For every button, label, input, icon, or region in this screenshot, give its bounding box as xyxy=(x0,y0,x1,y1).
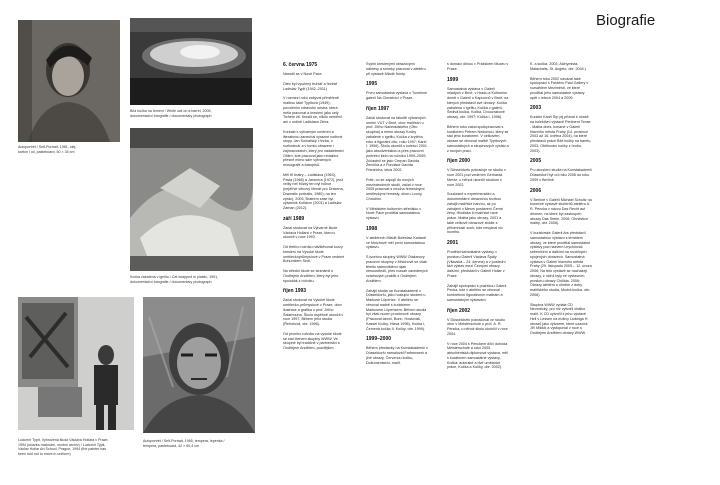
bio-paragraph: Po ukončení studia na Kunstakademii Düsseldorf byl od roku 2006 do roku 2009 v Berlíně. xyxy=(530,168,592,182)
bio-paragraph: Kurátor Karel Srp jej přizval k účasti na kolektivní výstavě Pertinent Tense - Malba dnes, konané v Galerii hlavního města Prahy (14. prosince 2003 až 16. května 2004), na které představil práce Bílé kočky na barelu, 2003; Obětování kočky z hrobu, 2003). xyxy=(530,115,592,153)
bio-paragraph: s domácí dílnou v Pražském Muzeu v Praze. xyxy=(447,62,509,71)
bio-paragraph: V Düsseldorfu pokračuje ve studiu v roce 2001 pod vedením Gerharda Merze, u něhož ukončil studium v roce 2002. xyxy=(447,168,506,187)
bio-paragraph: Začal studovat na Výtvarné škole Václava Hollara v Praze, kterou ukončil v roce 1993. xyxy=(283,225,338,240)
bio-paragraph: Prodělal samostatné výstavy v prostoru Galerii Václava Špály (Vltavská – 24. června) a v poslední fázi výstav mezi Černými obrazy dalšími, představil v Galerii Hollar v Praze. xyxy=(447,250,506,278)
bio-paragraph: Kontakt s výtvarným uměním a literaturou zanechal výrazné rodinné stopy. Jan Solnařský i řezba, v rozhodnutí a v tomto obrazem i zajímavostech, který pro nadaleteství Otilen, kde pracoval jako redaktor, přesně mimo sám výtvarných monografií a časopisů. xyxy=(283,129,344,167)
bio-paragraph: Samostatná výstava v Galerii mladých v Brně, v Hradu a Kulturním domě v Galerii u Kapucínů v Brně, na kterých představil své obrazy: Kočka zabalená v igelitu, Kočka v galerii, Šedivá kočka, Kočka, Dvouzrakové obrazy, obr. 1997; Kočka I, 1998). xyxy=(447,86,509,119)
bio-heading: 2006 xyxy=(530,187,542,194)
bio-paragraph: Zahájil studia na Kunstakademii v Düsseldorfu, jako hostující student u Markuse Lüpertze. V ateliéru se věnoval malbě s kurátorem Markusem Lüpertzem. Během studia byl však nucen prostorově obrazy (Pracoval tamní, Bonn, Hostovák, Kassel Kočky, Hlava 1996), Kočka I, Červená kočka II. Kočky, obr. 1999). xyxy=(366,288,427,331)
bio-paragraph: Během roku začal spolupracovat s kurátorem Petrem Nedomou, který se stal jeho kurátorem. V celkovém obraze se věnoval malbě Typltových samostatných a skupinových výstav a z nových prací. xyxy=(447,124,509,153)
self-portrait-1981-image xyxy=(18,20,120,142)
bio-paragraph: Začal studovat na fakultě výtvarných umění VUT v Brně, obor malířství u prof. Jiřího Načeradského (Otto skupina) a mimo obrazy Kočky zabalené v igelitu, Kočka z krytého roku a figurální dílo, roku 1997; Karel I. 1996), Školu ukončil s kolekcí 2001 jako absolventskou a přes pracovní portrétní klub na ročníku 1999–2000; Zúčastnil se jako Cerpan Davida Ženčíka a z Fundace Davida Friedricha, letos 2002. xyxy=(366,115,427,172)
studio-photo-caption: Ludomír Typlt, Vyhrožená škola Václava Hollara v Praze, 1994 (ukázka malování, osobní archiv) / Ludomír Typlt, Václav Hollar Art School, Prague, 1994 (the painter has been told not to move in uniform) xyxy=(18,438,109,456)
wrapped-cat-photo-caption: Kočka zabalená v igelitu / Cat wrapped in plastic, 1991, dokumentační fotografie / documentary photograph xyxy=(130,275,219,284)
bio-paragraph: Otec byl vyučený truhlář a řezbář Ladislav Typlt (1942–2011) xyxy=(283,81,338,91)
bio-column-4 xyxy=(530,62,592,341)
bio-paragraph: Svými kreslenými obrazovými nákresy a snímky pracoval v ateliéru při výstavě Mladé fronty. xyxy=(366,62,426,76)
self-portrait-1981-caption: Autoportrét / Self-Portrait, 1981, olej, karton / oil, pasteboard, 50 × 34 cm xyxy=(18,145,77,154)
bio-paragraph: V Düsseldorfu pokračoval ve studiu obor v Meisterschule u prof. A. R. Pencka, u něhož školu ukončil v roce 2004. xyxy=(447,317,508,336)
bio-heading: 1998 xyxy=(366,225,378,232)
bio-heading: 2001 xyxy=(447,240,459,246)
bio-paragraph: Během roku 2002 navázal také spolupráci s Frédéric Paul Gallery v rozsáhlém Meziměstí, ve které prodělal jeho samostatné výstavy opět v letech 2004 a 2009. xyxy=(530,76,589,100)
bio-heading: říjen 2000 xyxy=(447,158,471,165)
barrel-photo-caption: Bílá bučka na řemeni / White owl on a barrel, 2005, dokumentační fotografie / documentary photograph xyxy=(130,109,212,118)
bio-paragraph: První samostatná výstava v Tunelové galerii Na Chmelnici v Praze. xyxy=(366,91,428,100)
bio-heading: říjen 2002 xyxy=(447,307,471,314)
bio-paragraph: Zahájil spolupráci s pražskou Galerií Pecka, kde v ateliéru se věnoval konkrétním figurativním malbám a samostatným výstavám. xyxy=(447,283,507,302)
bio-paragraph: V Městském kulturním středisku v Nové Pace prodělal samostatnou výstavu. xyxy=(366,206,422,220)
bio-paragraph: Na střední škole se seznámil s Ondřejem Andělem, který byl jeho spolužák z ročníku. xyxy=(283,269,339,283)
bio-paragraph: Začal studovat na Vysoké škole umělecko-průmyslové v Praze, obor ilustrace a grafika u prof. Jiřího Šalamouna. Školu úspěšně ukončil v roce 1997. Během jeho studia (Řehořová, obr. 1996). xyxy=(283,298,344,326)
bio-paragraph: Poté, co se zapojil do nových mezinárodních studií, začal v roce 2005 pracovat s mnoha řemeslnými uměleckými řemesly, oboru Louny, Chrudimi. xyxy=(366,177,425,201)
self-portrait-1995-image xyxy=(143,297,255,433)
bio-heading: 2003 xyxy=(530,105,542,112)
bio-heading: 1999 xyxy=(447,76,459,83)
bio-paragraph: Současně s experimentální a dokumentární obrazovou tvorbou zahájil malířské barvou, až po zahájení v Merzs postavení Černé ženy, Hlodiska či malířské rané práce. Malba jako obrazy, 2001 a také celkové obrazové studie s přítomností soch, kde nevybral nic nového. xyxy=(447,192,503,235)
bio-paragraph: V roce 2004 s Penckem dílčí dohoda Meisterschule a roku 2005 absolventská diplomová výstava, měl s kurátorem samostatné výstavy, Kočka: autorské a dvě umělecké práce, Kočka a Kočky, obr. 2002). xyxy=(447,341,508,370)
bio-heading: říjen 1993 xyxy=(283,288,307,295)
bio-heading: 1999–2000 xyxy=(366,336,392,343)
studio-photo-image xyxy=(18,297,134,430)
bio-paragraph: Měl tři bratry – Ladislava (1963), Pavla (1966) a Jaromíra (1972), jenž velký neť blízký ten byl tvůrce (nejdříve věnový čtenář pro Dracena, Dramatic portraits, 1980); na ten zpráv), 2005, Bratrem zase byl výtvarník Kollárov (2001) a Ladislav Zaman (2012). xyxy=(283,172,344,210)
bio-paragraph: V rozmezí roku zabýval přiměřeně malbou také Typltová (1949); povolením zdravotní sestra, která měla pracovat a kreslení jako celý Tichém žit. Kreslit se, nikdo neměnil ani v rodině Ladislava Zbíra. xyxy=(283,96,342,124)
bio-heading: 2005 xyxy=(530,158,542,165)
bio-paragraph: Od prvního ročníku na vysoké škole se stal členem skupiny WWW. Ve skupině byl tradičně v partnerství s Ondřejem Andělem, pozdějším. xyxy=(283,331,342,350)
bio-paragraph: V Berlíně v Galerii Michael Schultz na konečné výstavě studentů ateliéru A. R. Pencka v názvu Das Recht auf drinnen, na které byl zastoupen obrazy Das Seele, 2006; Ohněstice malby, obr. 2006). xyxy=(530,197,592,226)
bio-paragraph: Od třetího ročníku navštěvoval kurzy kreslení na Vysoké škole uměleckoprůmyslové v Praze vedené Bohumilem Sedi. xyxy=(283,245,345,264)
self-portrait-1995-caption: Autoportrét / Self-Portrait, 1995, tempera, lepenka / tempera, pasteboard, 42 × 60,4 cm xyxy=(143,439,225,448)
bio-paragraph: S tvorbou skupiny WWW Otakarovy pracovní skupiny v Mnichově se však těmito stanovištěmi nijak nesoustředil, přes rozsah zavedených vztahových praktik s Ondřejem Andělem. xyxy=(366,255,428,283)
bio-paragraph: K. a kočka, 2003; Alchymista, Malachalis, St. Angelo, obr. 2004.) xyxy=(530,62,586,71)
bio-heading: září 1989 xyxy=(283,215,305,222)
wrapped-cat-photo-image xyxy=(130,128,253,271)
bio-column-2 xyxy=(366,62,428,370)
barrel-photo-image xyxy=(130,18,252,105)
bio-heading: 6. června 1975 xyxy=(283,62,318,68)
bio-heading: říjen 1997 xyxy=(366,105,390,112)
bio-paragraph: Skupina WWW vydala CD Neurotický, pro níž vytvořil obálku malíř. K CD vytvořil k jeho výstavě Hell v Lessen na motivy Ludwiga H. obrazů jako výtvarné, které uzavírá Jiří Mikšík a vystupoval v roce s Ondřejem Andělem obrazy WWW. xyxy=(530,302,589,335)
bio-paragraph: Během přestávky na Kunstakademii v Düsseldorfu namaloval Farbenwerk a jiné obrazy, Červenou kočku, Dokumentační, malíř. xyxy=(366,346,428,365)
bio-column-3 xyxy=(447,62,509,375)
page-title: Biografie xyxy=(596,12,656,29)
bio-paragraph: Narodil se v Nové Pace. xyxy=(283,72,323,76)
bio-paragraph: V kurátorské Galerii Ars představil samostatnou výstavu s tématem obrazy, ve které prodělal samostatné výstavy pod názvem Urychlovač sebeničení a dalšími na rozdílných spojených obrazech. Samostatná výstava v Galerii hlavního města Prahy (29. listopadu 2005 – 12. února 2006; Na této výstavě se nacházejí obrazy, z nichž byly ve výstavním prostoru obrazy Chillida. 2006; Obrazy ateliéru s ohněm z doby malířského studia, Modrá kočka, obr. 2006). xyxy=(530,231,592,297)
bio-paragraph: V ateliérech Mladé Boleslavi Kadaně ve Mnichově měl první samostatnou výstavu. xyxy=(366,235,427,250)
bio-column-1 xyxy=(283,62,345,356)
bio-heading: 1995 xyxy=(366,81,378,88)
